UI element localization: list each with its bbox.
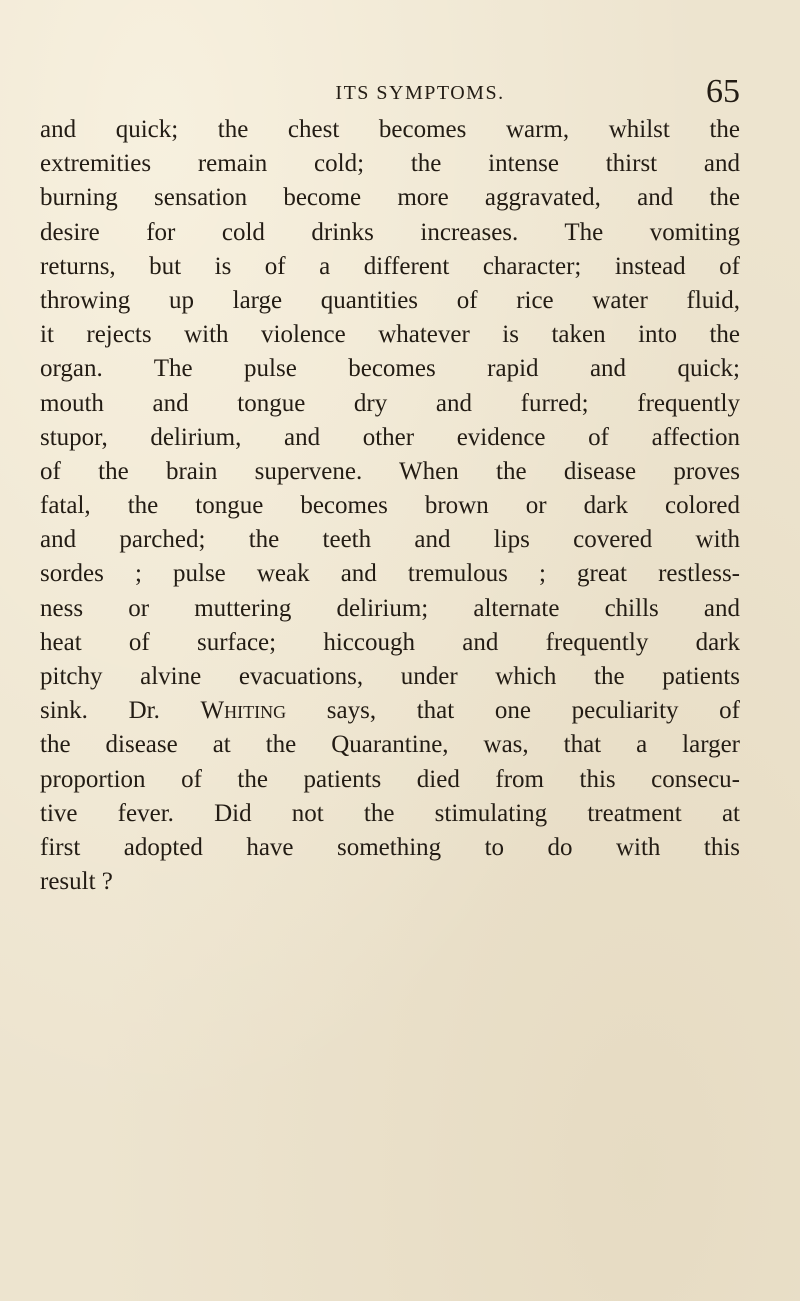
text-line: heat of surface; hiccough and frequently dark (40, 628, 740, 656)
text-line: extremities remain cold; the intense thirst and (40, 150, 740, 178)
text-line: and quick; the chest becomes warm, whilst the (40, 116, 740, 143)
text-line: first adopted have something to do with this (40, 833, 740, 861)
text-line: burning sensation become more aggravated, and the (40, 184, 740, 212)
text-line-last: result ? (40, 868, 113, 896)
text-line: desire for cold drinks increases. The vomiting (40, 218, 740, 246)
text-line: and parched; the teeth and lips covered with (40, 526, 740, 554)
text-line: organ. The pulse becomes rapid and quick; (40, 355, 740, 383)
text-line: tive fever. Did not the stimulating treatment at (40, 799, 740, 827)
text-fragment: sink. Dr. (40, 697, 160, 725)
text-line: the disease at the Quarantine, was, that a larger (40, 731, 740, 759)
page-number: 65 (706, 73, 740, 110)
text-line: sordes ; pulse weak and tremulous ; great restless- (40, 560, 740, 588)
text-line-with-name (40, 694, 740, 728)
running-title: ITS SYMPTOMS. (335, 82, 505, 104)
running-head (40, 72, 760, 112)
text-line: ness or muttering delirium; alternate chills and (40, 594, 740, 622)
text-line: proportion of the patients died from this consecu- (40, 765, 740, 793)
text-line: returns, but is of a different character; instead of (40, 252, 740, 280)
text-line: it rejects with violence whatever is taken into the (40, 321, 740, 349)
text-fragment: says, that one peculiarity of (326, 697, 741, 725)
text-line: pitchy alvine evacuations, under which the patients (40, 663, 740, 690)
body-paragraph (40, 113, 740, 899)
person-name-whiting: Whiting (200, 697, 287, 725)
text-line: stupor, delirium, and other evidence of affection (40, 423, 740, 451)
text-line: fatal, the tongue becomes brown or dark colored (40, 492, 740, 520)
text-line: mouth and tongue dry and furred; frequently (40, 389, 740, 417)
text-line: of the brain supervene. When the disease proves (40, 457, 740, 485)
text-line: throwing up large quantities of rice water fluid, (40, 286, 740, 314)
